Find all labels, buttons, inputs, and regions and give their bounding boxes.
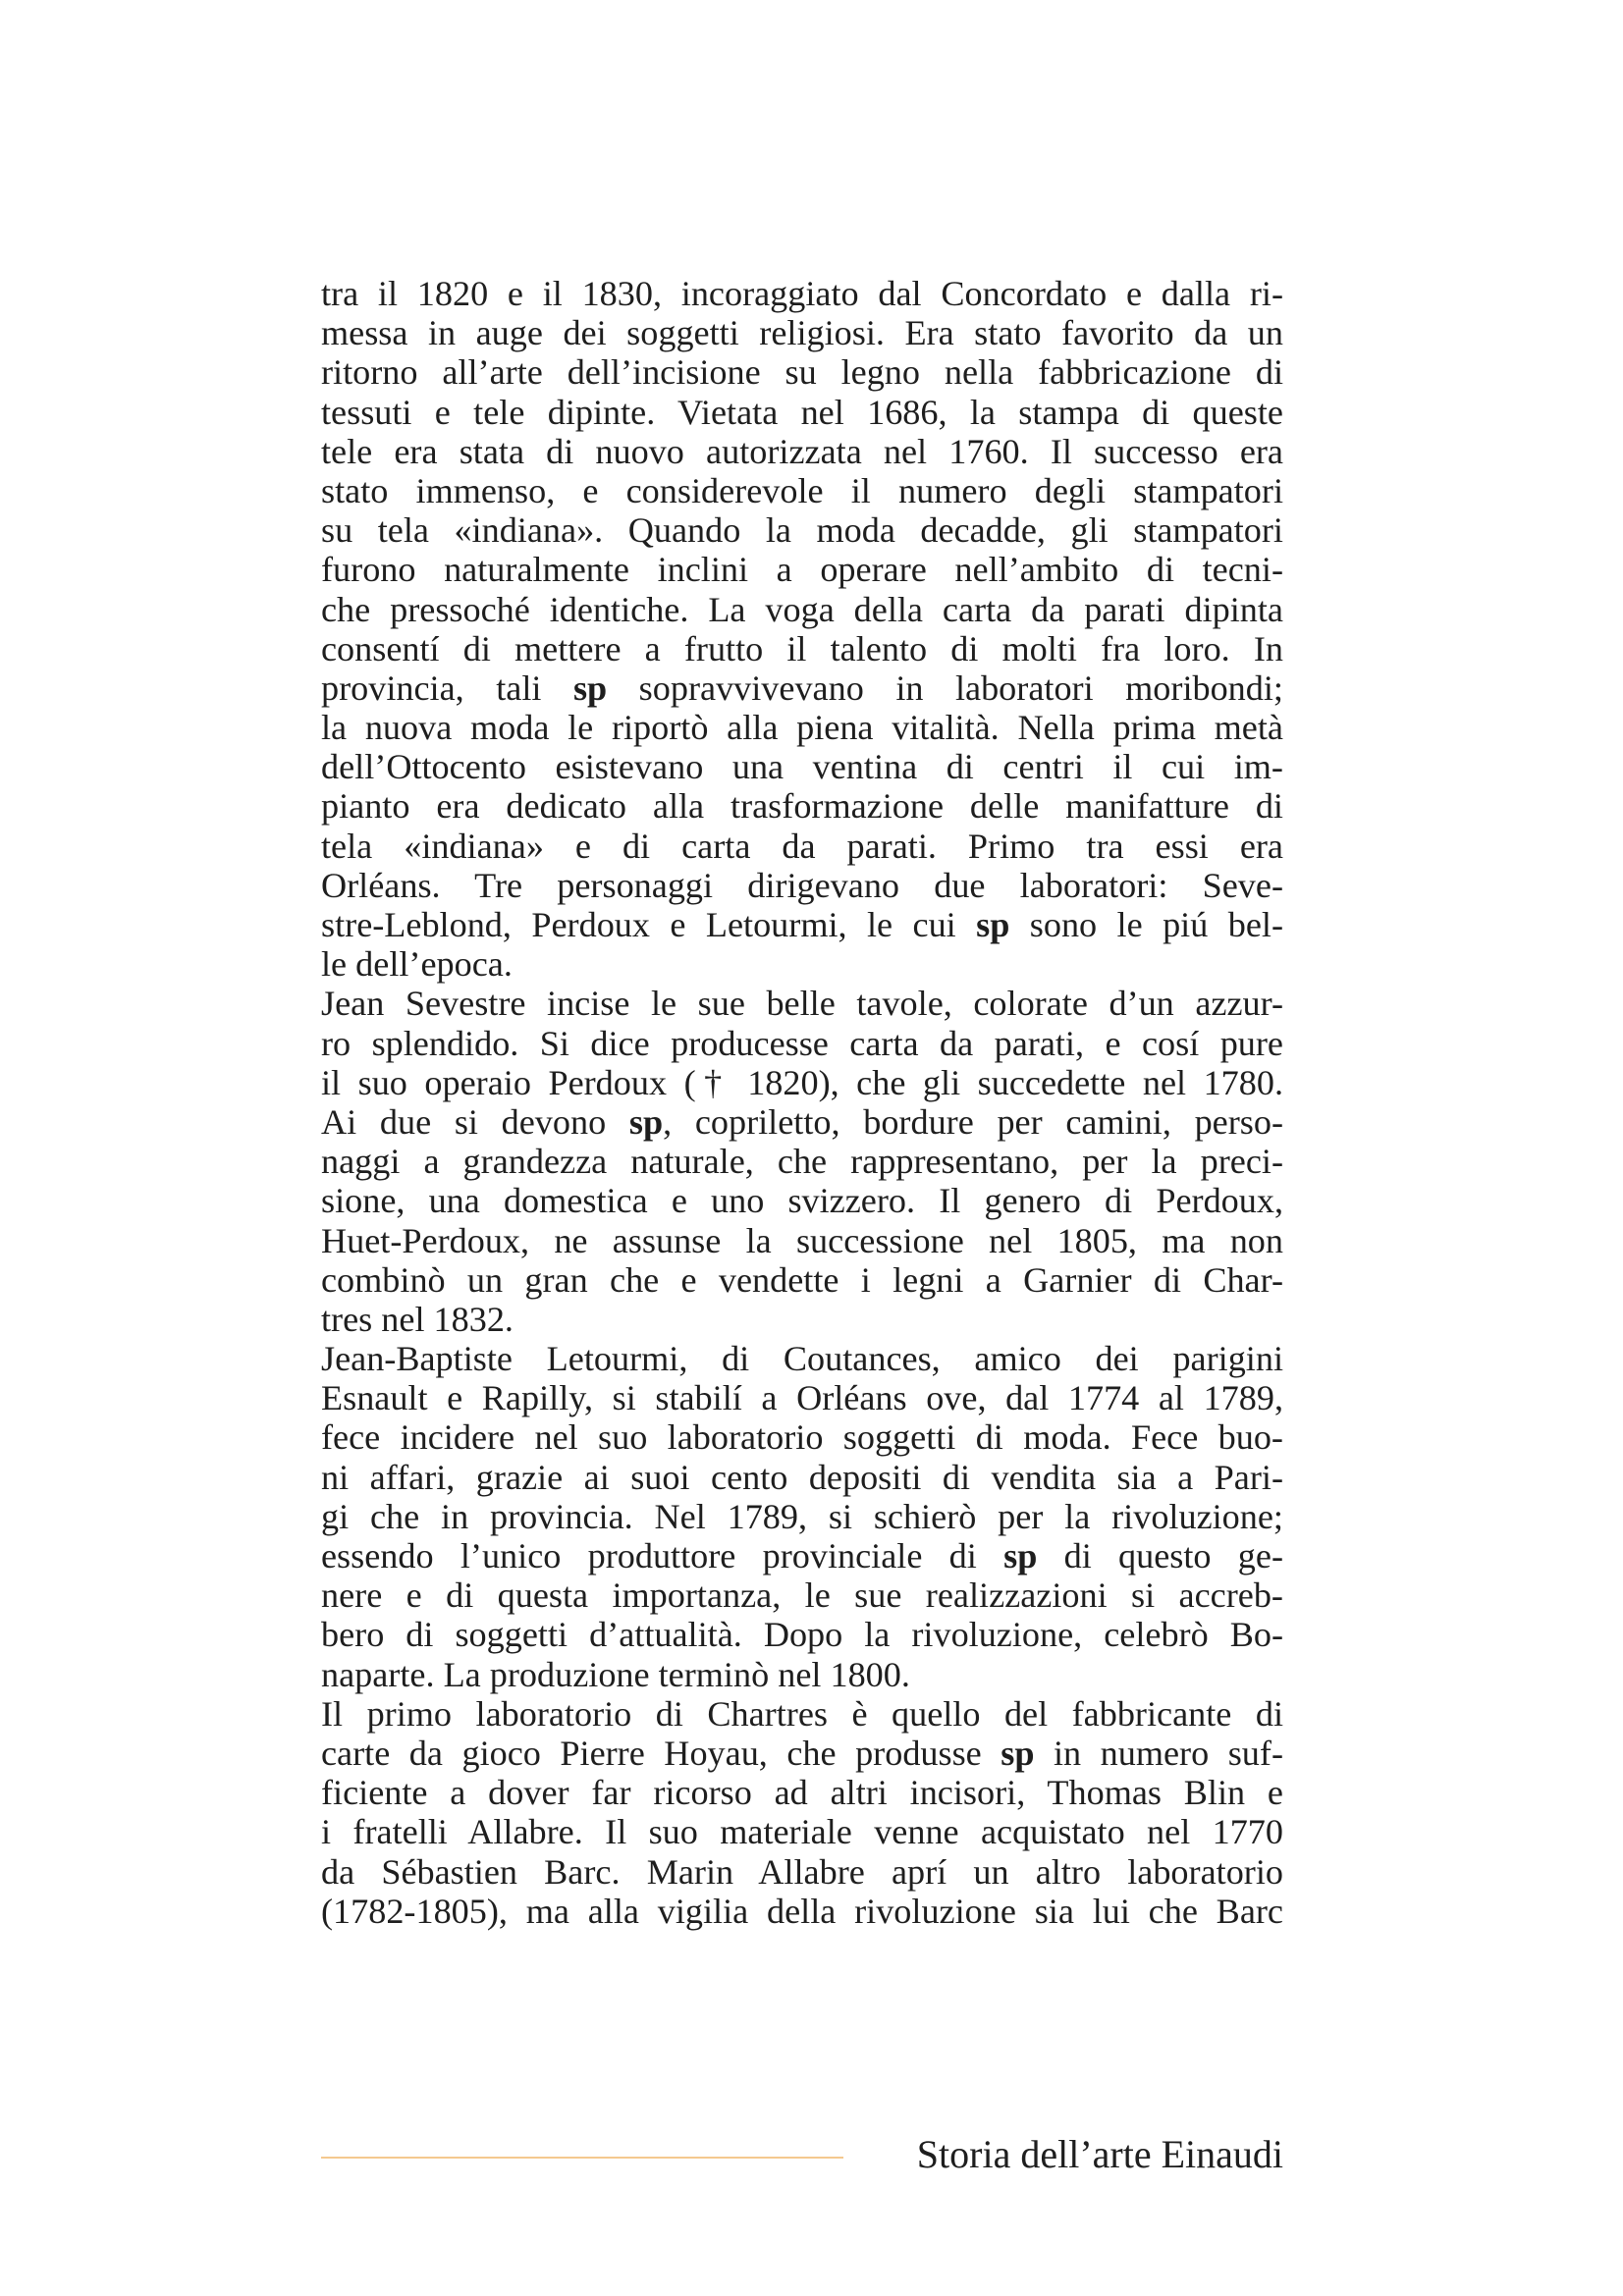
text-line: naggi a grandezza naturale, che rappresentano, per la preci- <box>321 1142 1283 1182</box>
text-line: Il primo laboratorio di Chartres è quello del fabbricante di <box>321 1693 1283 1734</box>
text-line: su tela «indiana». Quando la moda decadde, gli stampatori <box>321 510 1283 551</box>
text-line: consentí di mettere a frutto il talento di molti fra loro. In <box>321 628 1283 668</box>
text-line: Ai due si devono sp, copriletto, bordure per camini, perso- <box>321 1101 1284 1142</box>
footer-rule <box>321 2157 843 2159</box>
text-line: ritorno all’arte dell’incisione su legno nella fabbricazione di <box>321 352 1283 393</box>
text-line: fece incidere nel suo laboratorio soggetti di moda. Fece buo- <box>321 1417 1283 1458</box>
text-line: Jean Sevestre incise le sue belle tavole, colorate d’un azzur- <box>321 984 1283 1024</box>
text-line: stre-Leblond, Perdoux e Letourmi, le cui sp sono le piú bel- <box>321 905 1283 944</box>
text-line: tres nel 1832. <box>321 1299 514 1339</box>
text-line: da Sébastien Barc. Marin Allabre aprí un altro laboratorio <box>321 1851 1283 1892</box>
text-line: sione, una domestica e uno svizzero. Il genero di Perdoux, <box>321 1181 1283 1221</box>
text-line: tele era stata di nuovo autorizzata nel 1760. Il successo era <box>321 431 1283 471</box>
text-line: provincia, tali sp sopravvivevano in laboratori moribondi; <box>321 667 1283 708</box>
text-line: combinò un gran che e vendette i legni a Garnier di Char- <box>321 1259 1283 1300</box>
text-line: naparte. La produzione terminò nel 1800. <box>321 1654 910 1694</box>
text-line: il suo operaio Perdoux († 1820), che gli succedette nel 1780. <box>321 1062 1283 1102</box>
text-line: tessuti e tele dipinte. Vietata nel 1686, la stampa di queste <box>321 392 1283 432</box>
text-line: che pressoché identiche. La voga della carta da parati dipinta <box>321 589 1283 629</box>
text-line: pianto era dedicato alla trasformazione delle manifatture di <box>321 786 1283 827</box>
text-line: gi che in provincia. Nel 1789, si schierò per la rivoluzione; <box>321 1496 1283 1536</box>
text-line: Esnault e Rapilly, si stabilí a Orléans ove, dal 1774 al 1789, <box>321 1378 1283 1418</box>
text-line: bero di soggetti d’attualità. Dopo la rivoluzione, celebrò Bo- <box>321 1615 1283 1655</box>
text-line: ro splendido. Si dice producesse carta da parati, e cosí pure <box>321 1023 1283 1063</box>
text-line: essendo l’unico produttore provinciale di sp di questo ge- <box>321 1536 1284 1575</box>
text-line: dell’Ottocento esistevano una ventina di centri il cui im- <box>321 747 1283 787</box>
text-line: i fratelli Allabre. Il suo materiale venne acquistato nel 1770 <box>321 1812 1283 1852</box>
text-line: tela «indiana» e di carta da parati. Primo tra essi era <box>321 826 1283 866</box>
text-line: nere e di questa importanza, le sue realizzazioni si accreb- <box>321 1575 1283 1616</box>
text-line: carte da gioco Pierre Hoyau, che produsse sp in numero suf- <box>321 1733 1283 1773</box>
text-line: ni affari, grazie ai suoi cento depositi di vendita sia a Pari- <box>321 1457 1283 1497</box>
text-line: (1782-1805), ma alla vigilia della rivoluzione sia lui che Barc <box>321 1891 1283 1931</box>
text-line: la nuova moda le riportò alla piena vitalità. Nella prima metà <box>321 708 1283 748</box>
text-line: tra il 1820 e il 1830, incoraggiato dal Concordato e dalla ri- <box>321 274 1283 313</box>
text-line: Huet-Perdoux, ne assunse la successione nel 1805, ma non <box>321 1220 1283 1260</box>
text-line: Jean-Baptiste Letourmi, di Coutances, amico dei parigini <box>321 1339 1283 1379</box>
footer-title: Storia dell’arte Einaudi <box>916 2132 1283 2176</box>
text-line: stato immenso, e considerevole il numero degli stampatori <box>321 470 1283 510</box>
page-footer <box>321 2130 1283 2179</box>
text-line: le dell’epoca. <box>321 944 513 985</box>
text-line: ficiente a dover far ricorso ad altri incisori, Thomas Blin e <box>321 1773 1283 1813</box>
text-line: furono naturalmente inclini a operare nell’ambito di tecni- <box>321 550 1283 590</box>
text-line: messa in auge dei soggetti religiosi. Era stato favorito da un <box>321 313 1283 353</box>
body-text <box>321 274 1283 1931</box>
text-line: Orléans. Tre personaggi dirigevano due laboratori: Seve- <box>321 865 1283 905</box>
